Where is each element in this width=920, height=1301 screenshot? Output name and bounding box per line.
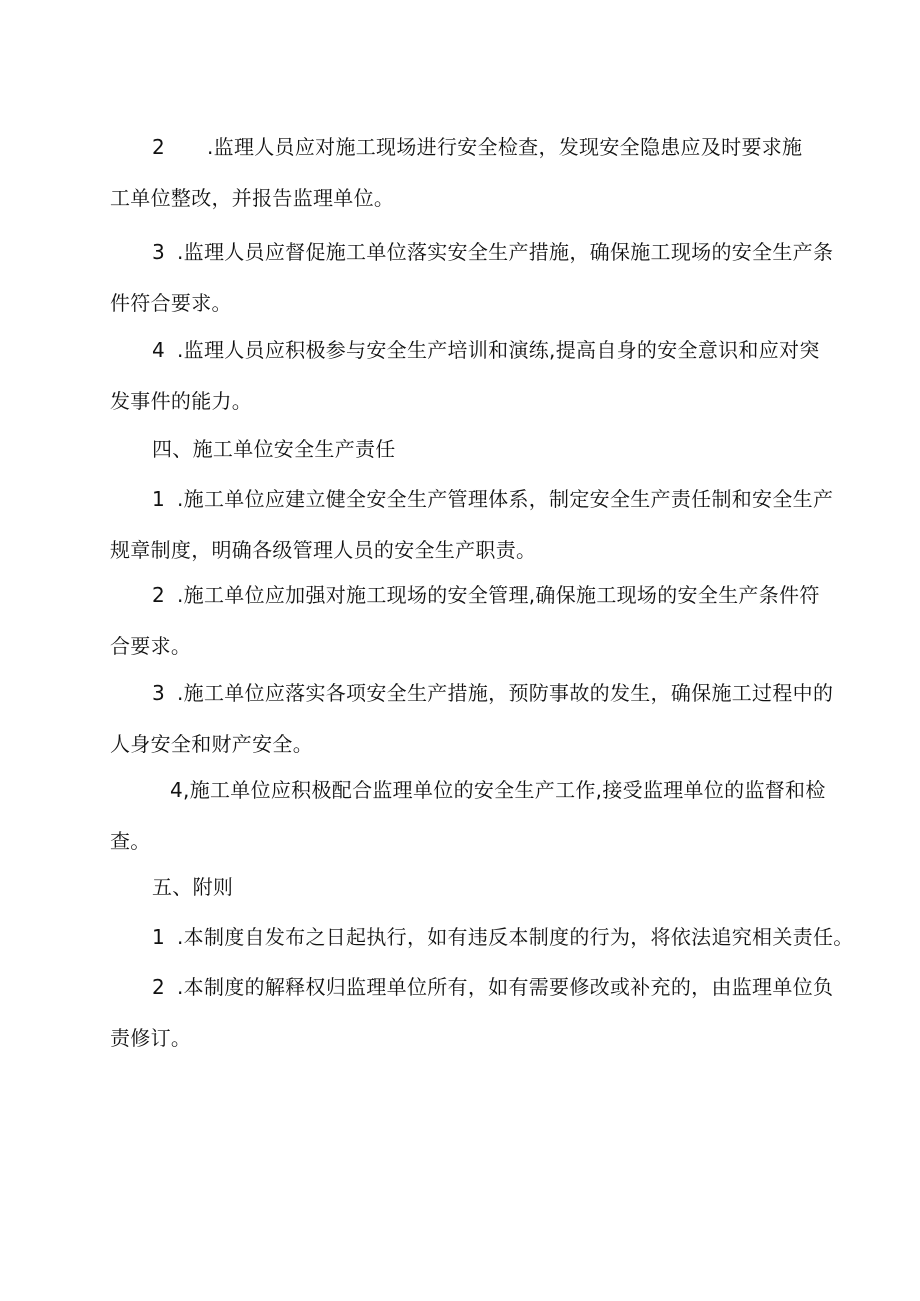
item-text-line: .施工单位应建立健全安全生产管理体系，制定安全生产责任制和安全生产 [177, 487, 834, 511]
item-text-line: .监理人员应积极参与安全生产培训和演练,提高自身的安全意识和应对突 [177, 338, 820, 362]
s3-item-2 [110, 122, 822, 224]
item-text-line: 工单位整改，并报告监理单位。 [110, 186, 395, 210]
item-number: 1 [152, 925, 166, 949]
s4-item-3 [110, 668, 834, 770]
item-text-line: 规章制度，明确各级管理人员的安全生产职责。 [110, 538, 537, 562]
s4-item-1 [110, 474, 834, 576]
s4-item-2 [110, 570, 822, 672]
item-number: 2 [152, 975, 166, 999]
s3-item-3 [110, 227, 834, 329]
item-number: 2 [152, 135, 166, 159]
item-text-line: .本制度的解释权归监理单位所有，如有需要修改或补充的，由监理单位负 [177, 975, 834, 999]
item-text-line: 发事件的能力。 [110, 389, 253, 413]
item-number: 4 [152, 338, 166, 362]
item-text-line: .本制度自发布之日起执行，如有违反本制度的行为，将依法追究相关责任。 [177, 925, 854, 949]
item-text-line: .监理人员应督促施工单位落实安全生产措施，确保施工现场的安全生产条 [177, 240, 834, 264]
item-number: 1 [152, 487, 166, 511]
s4-item-4 [110, 765, 826, 867]
item-text-line: .施工单位应加强对施工现场的安全管理,确保施工现场的安全生产条件符 [177, 583, 820, 607]
section-heading-5: 五、附则 [152, 875, 234, 899]
item-number: 3 [152, 681, 166, 705]
item-number: 2 [152, 583, 166, 607]
item-text-line: .监理人员应对施工现场进行安全检查，发现安全隐患应及时要求施 [207, 135, 803, 159]
s5-item-2 [110, 962, 834, 1064]
item-text-line: 施工单位应积极配合监理单位的安全生产工作,接受监理单位的监督和检 [189, 778, 826, 802]
item-text-line: 件符合要求。 [110, 291, 232, 315]
section-heading-4: 四、施工单位安全生产责任 [152, 437, 396, 461]
s3-item-4 [110, 325, 822, 427]
item-text-line: 人身安全和财产安全。 [110, 732, 313, 756]
item-number: 4, [170, 778, 190, 802]
item-text-line: 合要求。 [110, 634, 192, 658]
s5-item-1 [110, 912, 854, 963]
item-number: 3 [152, 240, 166, 264]
item-text-line: .施工单位应落实各项安全生产措施，预防事故的发生，确保施工过程中的 [177, 681, 834, 705]
item-text-line: 查。 [110, 829, 151, 853]
item-text-line: 责修订。 [110, 1026, 192, 1050]
